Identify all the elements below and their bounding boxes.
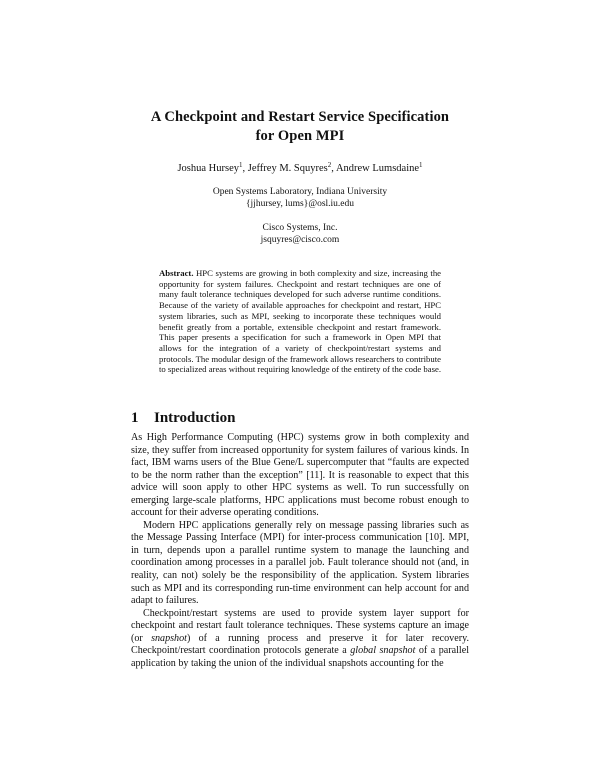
- author-affiliation-mark: 1: [239, 161, 243, 169]
- author-name: Joshua Hursey: [177, 163, 239, 174]
- section-heading: [131, 409, 235, 427]
- affiliation-email: jsquyres@cisco.com: [260, 235, 340, 245]
- author-affiliation-mark: 1: [419, 161, 423, 169]
- author-affiliation-mark: 2: [327, 161, 332, 169]
- paper-title-line-2: for Open MPI: [255, 128, 345, 144]
- body-paragraph: [131, 608, 469, 671]
- paragraph-text: Modern HPC applications generally rely on message passing libraries such as the Message Passing Interface (MPI) for inter-process communication [10]. MPI, in turn, depends upon a parallel runtime system to manage the launching and coordination among processes in a parallel job. Fault tolerance should not (and, in reality, can not) solely be the responsibility of the application. System libraries such as MPI and its corresponding run-time environment can help account for and adapt to failures.: [131, 519, 469, 607]
- author-separator: ,: [331, 163, 336, 174]
- italic-term: snapshot: [151, 632, 187, 644]
- italic-term: global snapshot: [350, 645, 416, 657]
- affiliation-name: Open Systems Laboratory, Indiana University: [212, 187, 388, 197]
- paragraph-text: Checkpoint/restart systems are used to provide system layer support for checkpoint and restart fault tolerance techniques. These systems capture an image (or: [131, 607, 469, 644]
- affiliation-name: Cisco Systems, Inc.: [262, 223, 338, 233]
- section-title: Introduction: [154, 410, 236, 426]
- author-list: [0, 162, 600, 175]
- body-paragraph: [131, 432, 469, 520]
- abstract-label: Abstract.: [159, 268, 194, 278]
- author-name: Jeffrey M. Squyres: [247, 163, 328, 174]
- paper-title-line-1: A Checkpoint and Restart Service Specification: [150, 109, 450, 125]
- abstract-text: HPC systems are growing in both complexity and size, increasing the opportunity for system failures. Checkpoint and restart techniques are one of many fault tolerance techniques developed for such adverse runtime conditions. Because of the variety of available approaches for checkpoint and restart, HPC system libraries, such as MPI, seeking to incorporate these techniques would benefit greatly from a portable, extensible checkpoint and restart framework. This paper presents a specification for such a framework in Open MPI that allows for the integration of a variety of checkpoint/restart systems and protocols. The modular design of the framework allows researchers to contribute to specialized areas without requiring knowledge of the entirety of the code base.: [159, 268, 442, 375]
- section-number: 1: [131, 410, 139, 426]
- paragraph-text: of a parallel application by taking the union of the individual snapshots accounting for the: [131, 645, 470, 669]
- author-name: Andrew Lumsdaine: [335, 163, 420, 174]
- section-body: [131, 432, 469, 670]
- paragraph-text: As High Performance Computing (HPC) systems grow in both complexity and size, they suffer from increased opportunity for system failures of various kinds. In fact, IBM warns users of the Blue Gene/L supercomputer that “faults are expected to be the norm rather than the exception” [11]. It is reasonable to expect that this advice will soon apply to other HPC systems as well. To run successfully on emerging large-scale platforms, HPC applications must become robust enough to account for their adverse operating conditions.: [131, 432, 469, 519]
- affiliation-email: {jjhursey, lums}@osl.iu.edu: [245, 199, 355, 209]
- author-separator: ,: [242, 163, 248, 174]
- abstract: [159, 268, 441, 375]
- body-paragraph: [131, 520, 469, 608]
- paragraph-text: ) of a running process and preserve it for later recovery. Checkpoint/restart coordination protocols generate a: [131, 632, 469, 657]
